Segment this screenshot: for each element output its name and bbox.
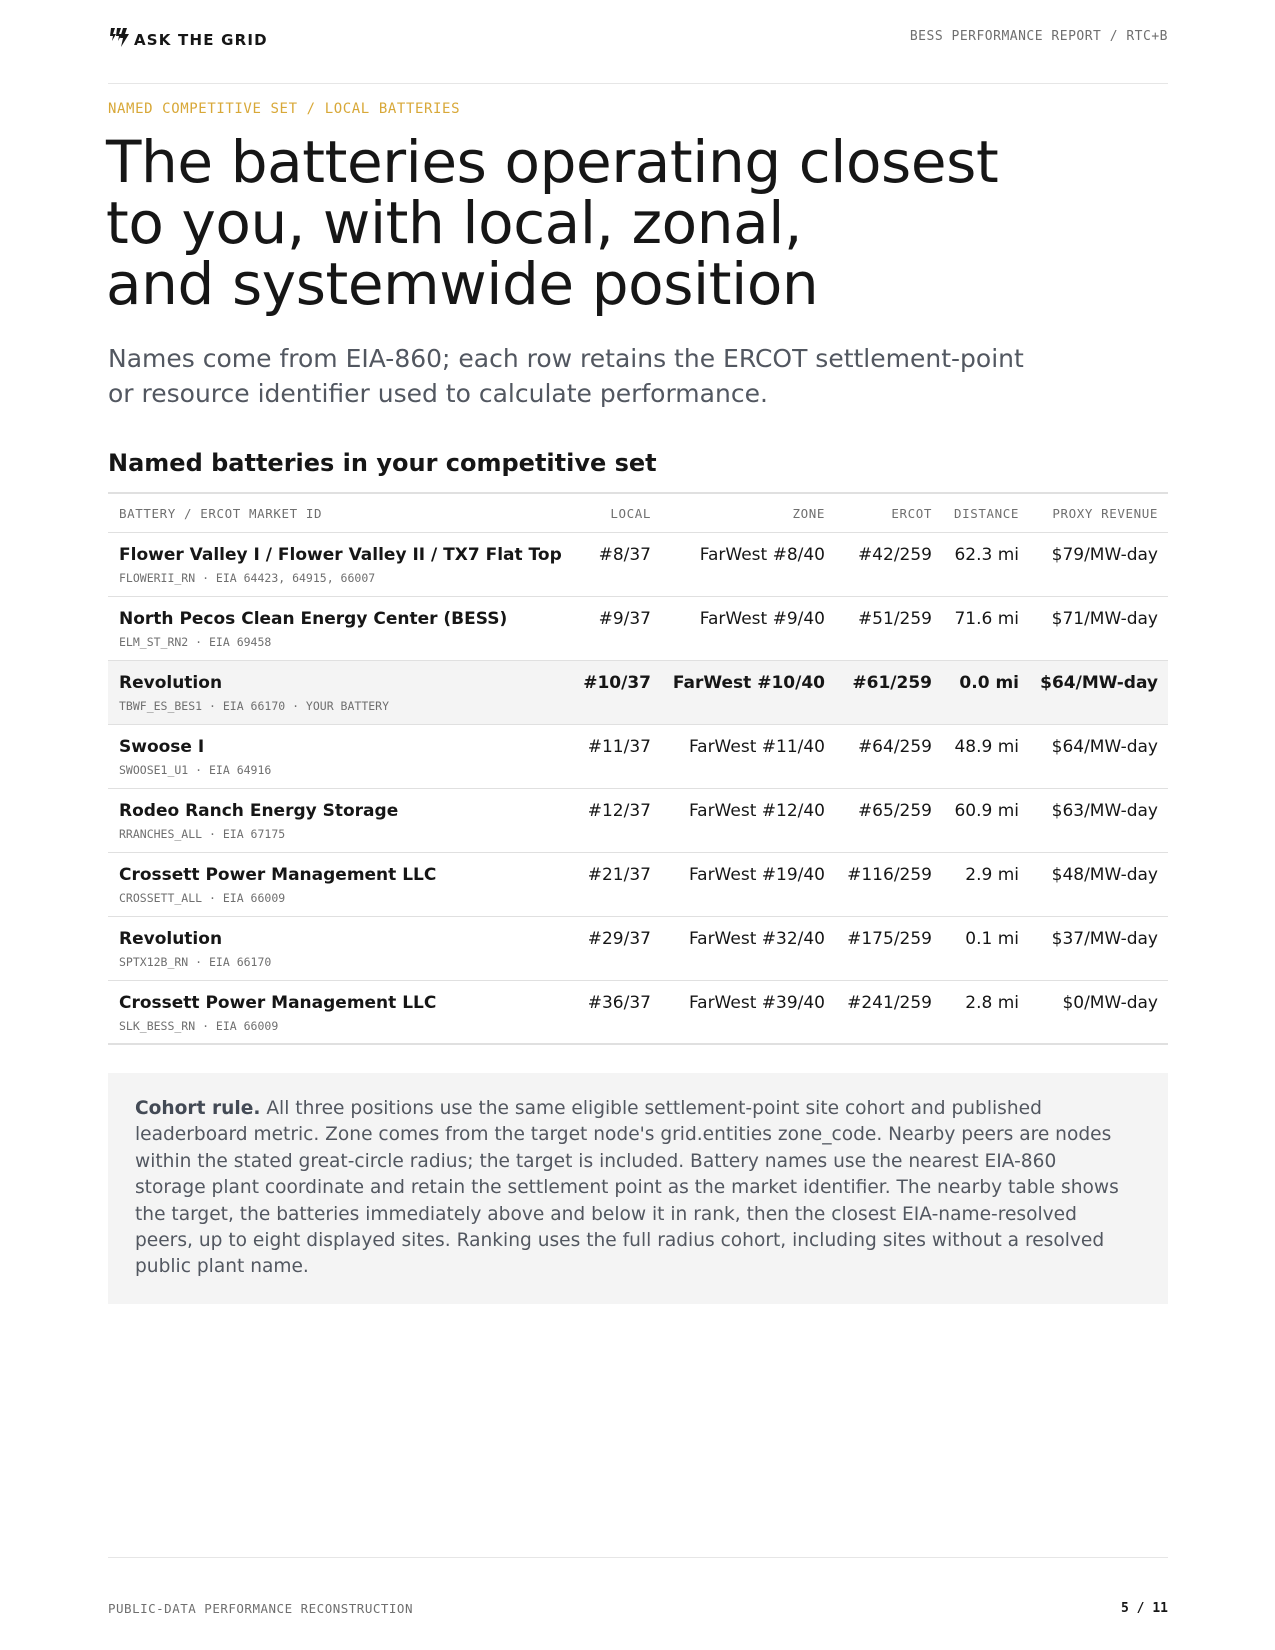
table-row [108,597,1168,661]
proxy-revenue: $79/MW-day [1051,545,1158,565]
subtitle-line: or resource identifier used to calculate performance. [108,379,768,408]
competitive-set-table [108,492,1168,1045]
page-footer [108,1557,1168,1617]
proxy-revenue: $64/MW-day [1040,673,1158,693]
zone-rank: FarWest #19/40 [688,865,825,885]
distance: 0.0 mi [959,673,1019,693]
note-line: public plant name. [135,1256,309,1278]
distance: 2.8 mi [965,993,1019,1013]
column-header-ercot: ERCOT [891,506,932,521]
note-line: peers, up to eight displayed sites. Ranking uses the full radius cohort, including sites without a resolved [135,1230,1105,1252]
ercot-rank: #51/259 [857,609,932,629]
market-id: RRANCHES_ALL · EIA 67175 [119,827,286,841]
distance: 62.3 mi [954,545,1019,565]
page-title [106,128,1106,318]
zone-rank: FarWest #32/40 [688,929,825,949]
note-line-text: All three positions use the same eligible settlement-point site cohort and published [260,1098,1042,1119]
footer-label: PUBLIC-DATA PERFORMANCE RECONSTRUCTION [108,1601,413,1616]
zone-rank: FarWest #39/40 [688,993,825,1013]
page-header [108,26,1168,84]
market-id: SWOOSE1_U1 · EIA 64916 [119,763,272,777]
battery-name: North Pecos Clean Energy Center (BESS) [119,609,508,629]
ercot-rank: #61/259 [852,673,932,693]
brand-name: ASK THE GRID [134,30,268,49]
ercot-rank: #42/259 [857,545,932,565]
table-header [108,494,1168,533]
proxy-revenue: $37/MW-day [1051,929,1158,949]
market-id: CROSSETT_ALL · EIA 66009 [119,891,286,905]
note-line [135,1096,1141,1122]
column-header-local: LOCAL [610,506,651,521]
market-id: TBWF_ES_BES1 · EIA 66170 · YOUR BATTERY [119,699,390,713]
proxy-revenue: $71/MW-day [1051,609,1158,629]
proxy-revenue: $0/MW-day [1062,993,1158,1013]
local-rank: #21/37 [587,865,651,885]
table-row [108,917,1168,981]
page-subtitle [108,341,1088,411]
distance: 60.9 mi [954,801,1019,821]
table-row [108,853,1168,917]
cohort-rule-note [108,1073,1168,1304]
brand [108,26,268,50]
local-rank: #36/37 [587,993,651,1013]
table-row [108,981,1168,1045]
distance: 0.1 mi [965,929,1019,949]
ercot-rank: #64/259 [857,737,932,757]
market-id: SLK_BESS_RN · EIA 66009 [119,1019,279,1033]
ercot-rank: #241/259 [847,993,932,1013]
cohort-rule-label: Cohort rule. [135,1098,261,1119]
market-id: SPTX12B_RN · EIA 66170 [119,955,272,969]
table-row [108,789,1168,853]
zone-rank: FarWest #11/40 [688,737,825,757]
zone-rank: FarWest #10/40 [672,673,825,693]
column-header-battery: BATTERY / ERCOT MARKET ID [119,506,323,521]
column-header-zone: ZONE [792,506,825,521]
column-header-distance: DISTANCE [953,506,1019,521]
battery-name: Crossett Power Management LLC [119,865,437,885]
battery-name: Revolution [119,673,223,693]
local-rank: #10/37 [583,673,651,693]
note-line: storage plant coordinate and retain the settlement point as the market identifier. The nearby table shows [135,1177,1119,1199]
table-row-your-battery [108,661,1168,725]
distance: 2.9 mi [965,865,1019,885]
local-rank: #9/37 [598,609,651,629]
battery-name: Crossett Power Management LLC [119,993,437,1013]
market-id: ELM_ST_RN2 · EIA 69458 [119,635,272,649]
note-line: leaderboard metric. Zone comes from the target node's grid.entities zone_code. Nearby peers are nodes [135,1124,1112,1146]
local-rank: #12/37 [587,801,651,821]
report-label: BESS PERFORMANCE REPORT / RTC+B [909,29,1168,44]
battery-name: Flower Valley I / Flower Valley II / TX7 Flat Top [119,545,562,565]
proxy-revenue: $63/MW-day [1051,801,1158,821]
local-rank: #29/37 [587,929,651,949]
page-number: 5 / 11 [1121,1601,1168,1616]
note-line: within the stated great-circle radius; the target is included. Battery names use the nearest EIA-860 [135,1150,1057,1172]
zone-rank: FarWest #8/40 [699,545,825,565]
ercot-rank: #116/259 [847,865,932,885]
local-rank: #11/37 [587,737,651,757]
battery-name: Rodeo Ranch Energy Storage [119,801,399,821]
cohort-rule-text [135,1096,1141,1281]
local-rank: #8/37 [598,545,651,565]
proxy-revenue: $64/MW-day [1051,737,1158,757]
column-header-revenue: PROXY REVENUE [1052,506,1158,521]
ercot-rank: #65/259 [857,801,932,821]
table-title: Named batteries in your competitive set [108,449,657,477]
zone-rank: FarWest #12/40 [688,801,825,821]
table-row [108,725,1168,789]
note-line: the target, the batteries immediately above and below it in rank, then the closest EIA-name-resolved [135,1203,1077,1225]
battery-name: Revolution [119,929,223,949]
ercot-rank: #175/259 [847,929,932,949]
distance: 48.9 mi [954,737,1019,757]
lightning-bolt-icon [108,27,130,49]
subtitle-line: Names come from EIA-860; each row retains the ERCOT settlement-point [108,344,1024,373]
page-title-line: and systemwide position [106,250,819,318]
battery-name: Swoose I [119,737,205,757]
distance: 71.6 mi [954,609,1019,629]
proxy-revenue: $48/MW-day [1051,865,1158,885]
section-eyebrow: NAMED COMPETITIVE SET / LOCAL BATTERIES [108,101,461,117]
page-title-line: The batteries operating closest [106,128,999,196]
market-id: FLOWERII_RN · EIA 64423, 64915, 66007 [119,571,376,585]
page-title-line: to you, with local, zonal, [106,189,802,257]
zone-rank: FarWest #9/40 [699,609,825,629]
table-row [108,533,1168,597]
